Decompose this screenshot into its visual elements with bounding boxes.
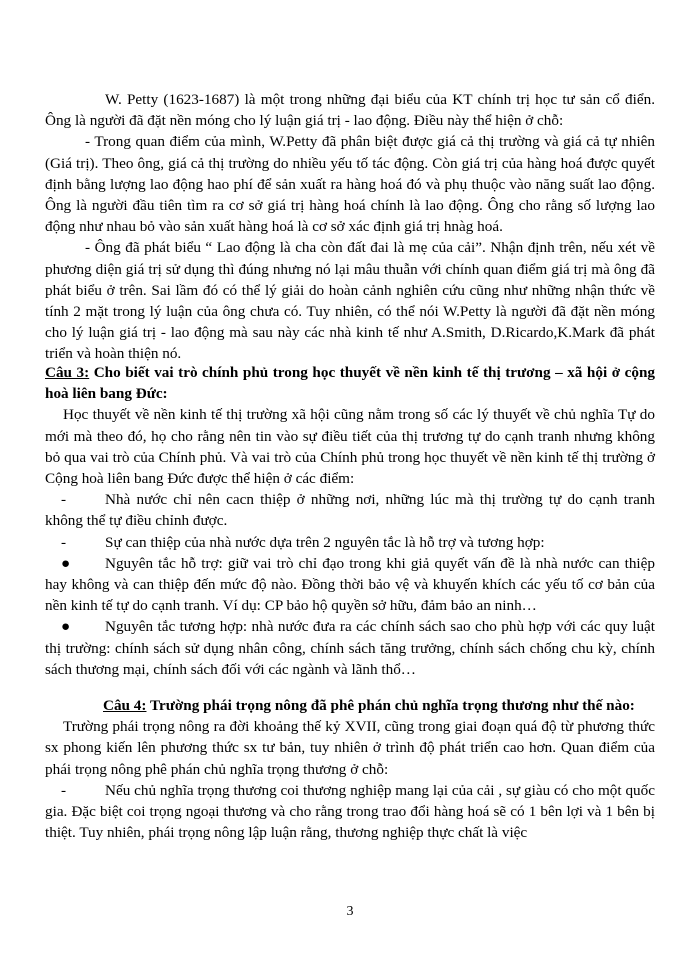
question-3-intro: Học thuyết về nền kinh tế thị trường xã hội cũng nằm trong số các lý thuyết về chủ nghĩa Tự do mới mà theo đó, họ cho rằng nên tin vào sự điều tiết của thị trương tự do cạnh tranh nhưng không bỏ qua vai trò của Chính phủ. Và vai trò của Chính phủ trong học thuyết về nền kinh tế thị trường ở Cộng hoà liên bang Đức được thể hiện ở các điểm:: [45, 406, 655, 488]
page-number: 3: [346, 904, 354, 919]
question-3-title: Cho biết vai trò chính phủ trong học thuyết về nền kinh tế thị trương – xã hội ở cộng hoà liên bang Đức:: [45, 364, 655, 403]
list-item: [45, 553, 655, 617]
dash-marker: -: [61, 491, 67, 509]
list-item: [45, 780, 655, 844]
list-item-text: Sự can thiệp của nhà nước dựa trên 2 nguyên tắc là hỗ trợ và tương hợp:: [105, 533, 545, 551]
dash-marker: -: [61, 781, 67, 799]
question-4-section: [45, 695, 655, 843]
list-item-text: Nhà nước chỉ nên cacn thiệp ở những nơi, những lúc mà thị trường tự do cạnh tranh không thể tự điều chỉnh được.: [45, 491, 655, 530]
list-item: [45, 532, 655, 553]
bullet-marker: ●: [61, 618, 71, 636]
list-item-text: Nguyên tắc tương hợp: nhà nước đưa ra các chính sách sao cho phù hợp với các quy luật thị trường: chính sách sử dụng nhân công, chính sách tăng trưởng, chính sách chống chu kỳ, chính sách thương mại, chính sách đối với các ngành và lãnh thổ…: [45, 618, 655, 678]
list-item-text: Nguyên tắc hỗ trợ: giữ vai trò chỉ đạo trong khi giả quyết vấn đề là nhà nước can thiệp hay không và can thiệp đến mức độ nào. Đồng thời bảo vệ và khuyến khích các yếu tố cơ bản của nền kinh tế tự do cạnh tranh. Ví dụ: CP bảo hộ quyền sở hữu, đảm bảo an ninh…: [45, 554, 655, 615]
question-3-heading: [45, 362, 655, 404]
intro-paragraph-2: - Trong quan điểm của mình, W.Petty đã phân biệt được giá cả thị trường và giá cả tự nhiên (Giá trị). Theo ông, giá cả thị trường do nhiều yếu tố tác động. Còn giá trị của hàng hoá được quyết định bằng lượng lao động hao phí để sản xuất ra hàng hoá đó và phụ thuộc vào năng suất lao động. Ông là người đầu tiên tìm ra cơ sở giá trị hàng hoá chính là lao động. Ông cho rằng số lượng lao động như nhau bỏ vào sản xuất hàng hoá là cơ sở xác định giá trị hnàg hoá.: [45, 133, 655, 236]
list-item-text: Nếu chủ nghĩa trọng thương coi thương nghiệp mang lại của cải , sự giàu có cho một quốc gia. Đặc biệt coi trọng ngoại thương và cho rằng trong trao đổi hàng hoá sẽ có 1 bên lợi và 1 bên bị thiệt. Tuy nhiên, phái trọng nông lập luận rằng, thương nghiệp thực chất là việc: [45, 781, 655, 842]
question-4-title: Trường phái trọng nông đã phê phán chủ nghĩa trọng thương như thế nào:: [146, 697, 635, 714]
list-item: [45, 489, 655, 531]
question-4-intro: Trường phái trọng nông ra đời khoảng thế kỷ XVII, cũng trong giai đoạn quá độ từ phương thức sx phong kiến lên phương thức sx tư bản, tuy nhiên ở trình độ phát triển cao hơn. Quan điểm của phái trọng nông phê phán chủ nghĩa trọng thương ở chỗ:: [45, 718, 655, 778]
dash-marker: -: [61, 533, 67, 551]
question-4-heading: [45, 695, 655, 716]
intro-paragraph-3: - Ông đã phát biểu “ Lao động là cha còn đất đai là mẹ của cải”. Nhận định trên, nếu xét về phương diện giá trị sử dụng thì đúng nhưng nó lại mâu thuẫn với chính quan điểm giá trị mà ông đã phát biểu ở trên. Sai lầm đó có thể lý giải do hoàn cảnh nghiên cứu cũng như những nhận thức về tính 2 mặt trong lý luận của ông chưa có. Tuy nhiên, có thể nói W.Petty là người đã đặt nền móng cho lý luận giá trị - lao động mà sau này các nhà kinh tế như A.Smith, D.Ricardo,K.Mark đã phát triển và hoàn thiện nó.: [45, 239, 655, 363]
question-3-section: [45, 362, 655, 680]
intro-section: [45, 89, 655, 365]
bullet-marker: ●: [61, 554, 71, 572]
list-item: [45, 616, 655, 680]
question-3-label: Câu 3:: [45, 364, 90, 381]
intro-paragraph-1: W. Petty (1623-1687) là một trong những đại biểu của KT chính trị học tư sản cổ điển. Ông là người đã đặt nền móng cho lý luận giá trị - lao động. Điều này thể hiện ở chỗ:: [45, 91, 655, 130]
question-4-label: Câu 4:: [103, 697, 147, 714]
